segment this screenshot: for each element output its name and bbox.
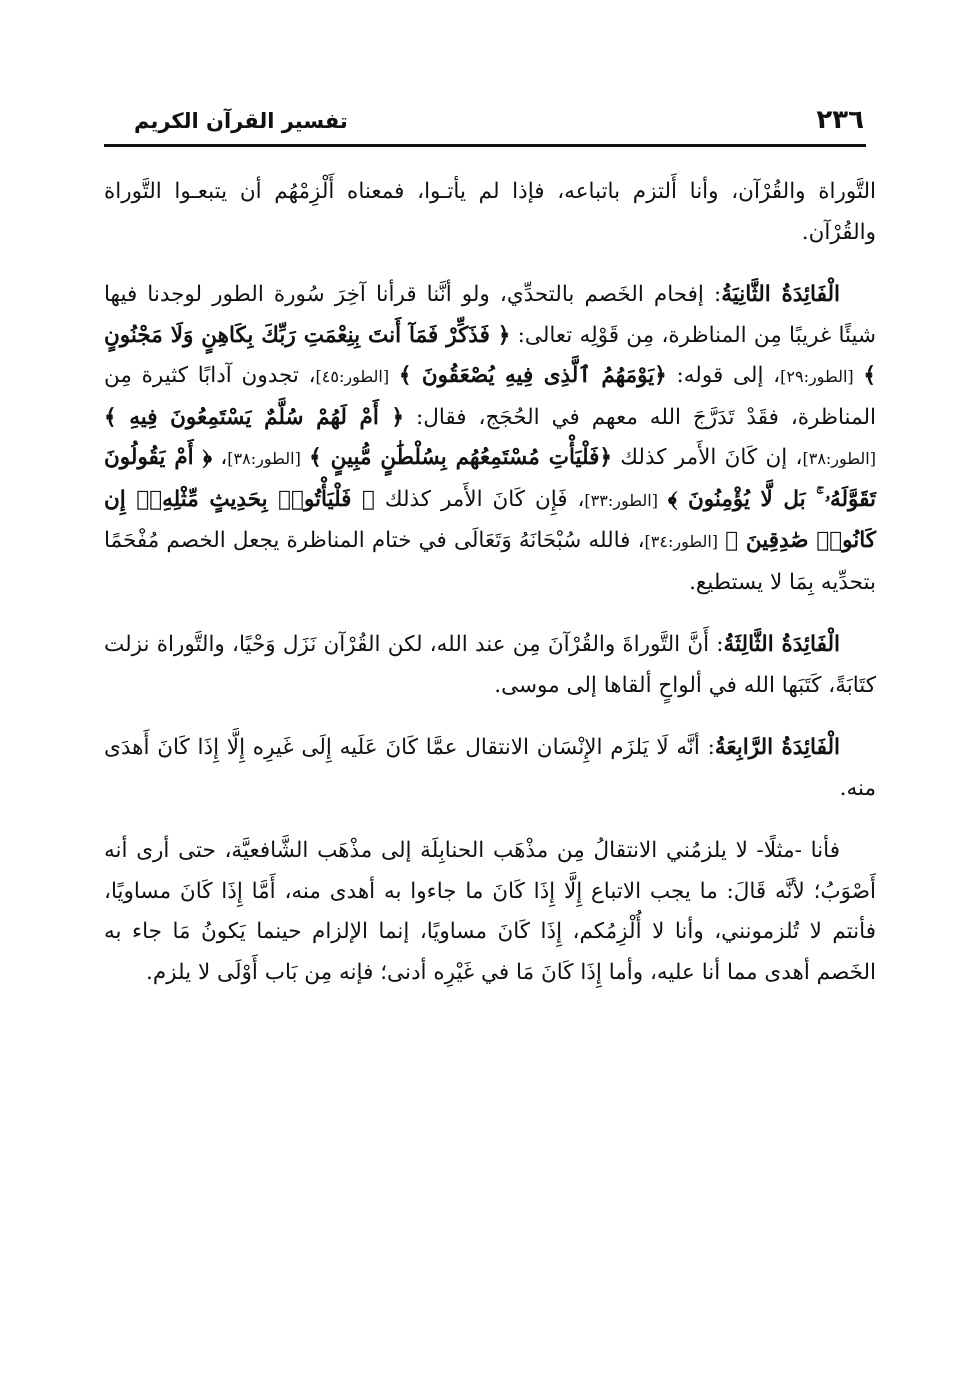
page-body — [104, 172, 876, 993]
paragraph-5: فأنا -مثلًا- لا يلزمُني الانتقالُ مِن مذْهَب الحنابِلَة إلى مذْهَب الشَّافعيَّة، حتى أرى أنه أَصْوَبُ؛ لأنَّه قَالَ: ما يجب الاتباع إِلَّا إِذَا كَانَ ما جاءوا به أهدى منه، أَمَّا إِذَا كَانَ مساويًا، فأنتم لا تُلزمونني، وأنا لا أُلْزِمُكم، إِذَا كَانَ مساويًا، إنما الإلزام حينما يَكونُ مَا جاء به الخَصم أهدى مما أنا عليه، وأما إِذَا كَانَ مَا في غَيْرِه أدنى؛ فإنه مِن بَاب أَوْلَى لا يلزم. — [104, 838, 876, 985]
text-segment: ، إن كَانَ الأَمر كذلك — [612, 445, 803, 470]
verse-reference: [الطور:٣٣] — [584, 490, 658, 510]
quran-verse: ﴿ أَمْ يَقُولُونَ تَقَوَّلَهُۥ ۚ بَل لَّا يُؤْمِنُونَ ﴾ — [104, 445, 877, 512]
header-rule — [104, 144, 866, 147]
text-segment: ، فالله سُبْحَانَهُ وَتَعَالَى في ختام المناظرة يجعل الخصم مُفْحَمًا بتحدِّيه بِمَا لا يستطيع. — [104, 528, 876, 595]
quran-verse: ﴿فَلْيَأْتِ مُسْتَمِعُهُم بِسُلْطَٰنٍ مُّبِينٍ ﴾ — [309, 445, 613, 470]
page-number: ٢٣٦ — [816, 105, 864, 135]
quran-verse: ﴿يَوْمَهُمُ ٱلَّذِى فِيهِ يُصْعَقُونَ ﴾ — [398, 363, 667, 388]
text-segment: : إفحام الخَصم بالتحدِّي، ولو أنَّنا قرأنا آخِرَ سُورة الطور لوجدنا فيها شيئًا غريبًا مِن المناظرة، مِن قَوْلِه تعالى: — [104, 282, 876, 348]
verse-reference: [الطور:٣٨] — [802, 449, 876, 468]
paragraph-4 — [104, 728, 876, 809]
paragraph-3 — [104, 625, 876, 706]
heading-third-benefit: الْفَائِدَةُ الثَّالِثَةُ — [723, 632, 840, 657]
heading-fourth-benefit: الْفَائِدَةُ الرَّابِعَةُ — [714, 735, 841, 760]
verse-reference: [الطور:٣٨] — [227, 449, 301, 468]
verse-reference: [الطور:٢٩] — [780, 367, 854, 386]
text-segment: : أَنَّ التَّوراةَ والقُرْآنَ مِن عند الله، لكن القُرْآن نَزَل وَحْيًا، والتَّوراة نزلت كتَابَةً، كَتَبَها الله في ألواحٍ ألقاها إلى موسى. — [104, 632, 876, 698]
paragraph-1: التَّوراة والقُرْآن، وأنا أَلتزم باتباعه، فإذا لم يأتـوا، فمعناه أَلْزِمْهُم أن يتبعـوا التَّوراة والقُرْآن. — [104, 179, 876, 245]
verse-reference: [الطور:٤٥] — [315, 367, 390, 386]
text-segment: : أنَّه لَا يَلزَم الإِنْسَان الانتقال عمَّا كَانَ عَلَيه إِلَى غَيرِه إِلَّا إِذَا كَانَ أَهدَى منه. — [104, 735, 876, 801]
page-header — [104, 102, 866, 144]
heading-second-benefit: الْفَائِدَةُ الثَّانِيَةُ — [721, 282, 840, 307]
running-title: تفسير القرآن الكريم — [134, 109, 348, 133]
verse-reference: [الطور:٣٤] — [644, 532, 719, 551]
paragraph-2 — [104, 275, 876, 603]
quran-verse: ﴿ أَمْ لَهُمْ سُلَّمٌ يَسْتَمِعُونَ فِيهِ ﴾ — [104, 404, 405, 430]
quran-verse: ﴿ فَذَكِّرْ فَمَآ أَنتَ بِنِعْمَتِ رَبِّكَ بِكَاهِنٍ وَلَا مَجْنُونٍ ﴾ — [104, 322, 877, 388]
quran-verse: ﴿ فَلْيَأْتُوا۟ بِحَدِيثٍ مِّثْلِهِۦٓ إِن كَانُوا۟ صَٰدِقِينَ ﴾ — [104, 486, 877, 553]
text-segment: ، فَإِن كَانَ الأَمر كذلك — [374, 486, 585, 512]
text-segment: ، إلى قوله: — [666, 363, 781, 388]
text-segment: ، تجدون آدابًا كثيرة مِن المناظرة، فقَدْ تَدَرَّجَ الله معهم في الحُجَج، فقال: — [104, 363, 876, 430]
text-segment: ، — [212, 445, 228, 470]
